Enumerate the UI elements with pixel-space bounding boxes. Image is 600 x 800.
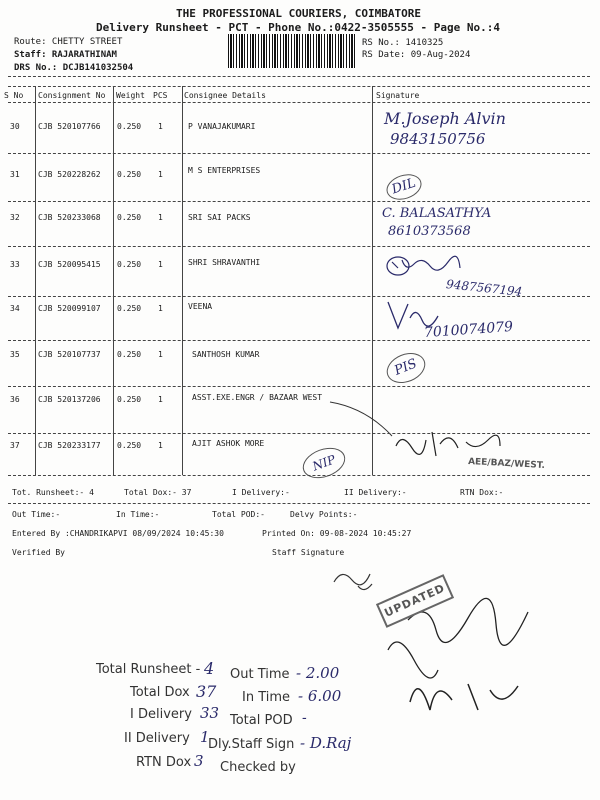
header-rule bbox=[8, 86, 590, 87]
row-weight: 0.250 bbox=[117, 350, 142, 359]
row-pcs: 1 bbox=[158, 170, 163, 179]
row-divider bbox=[8, 153, 590, 154]
row-consignee: P VANAJAKUMARI bbox=[188, 122, 256, 131]
row-pcs: 1 bbox=[158, 260, 163, 269]
row-sno: 30 bbox=[10, 122, 20, 131]
total-pod-value: - bbox=[302, 710, 307, 726]
out-time-label: Out Time bbox=[230, 667, 290, 682]
row-signature: C. BALASATHYA bbox=[382, 206, 492, 221]
row-weight: 0.250 bbox=[117, 260, 142, 269]
delvy-points: Delvy Points:- bbox=[290, 510, 358, 519]
col-weight: Weight bbox=[116, 91, 145, 100]
row-consignee: ASST.EXE.ENGR / BAZAAR WEST bbox=[192, 393, 323, 402]
staff-signature-label: Staff Signature bbox=[272, 548, 345, 557]
ii-delivery-label: II Delivery bbox=[124, 731, 190, 746]
row-pcs: 1 bbox=[158, 122, 163, 131]
stamp-text: AEE/BAZ/WEST. bbox=[467, 456, 546, 472]
row-weight: 0.250 bbox=[117, 304, 142, 313]
row-signature-phone: 7010074079 bbox=[423, 318, 514, 342]
checked-by-label: Checked by bbox=[220, 760, 296, 775]
row-consignee: SHRI SHRAVANTHI bbox=[188, 258, 261, 267]
company-title: THE PROFESSIONAL COURIERS, COIMBATORE bbox=[176, 7, 422, 20]
row-weight: 0.250 bbox=[117, 170, 142, 179]
tot-runsheet: Tot. Runsheet:- 4 bbox=[12, 488, 94, 497]
row-consignee: M S ENTERPRISES bbox=[188, 166, 261, 175]
row-consignee: SRI SAI PACKS bbox=[188, 213, 251, 222]
total-runsheet-value: 4 bbox=[204, 659, 215, 678]
row-consignee: VEENA bbox=[188, 302, 213, 311]
col-consignment: Consignment No bbox=[38, 91, 106, 100]
rs-number: RS No.: 1410325 bbox=[362, 38, 444, 48]
rtn-dox-label: RTN Dox bbox=[136, 755, 192, 770]
row-divider bbox=[8, 246, 590, 247]
in-time: In Time:- bbox=[116, 510, 160, 519]
printed-on: Printed On: 09-08-2024 10:45:27 bbox=[262, 529, 412, 538]
row-sno: 36 bbox=[10, 395, 20, 404]
dly-staff-sign-label: Dly.Staff Sign bbox=[208, 737, 295, 752]
row-sno: 33 bbox=[10, 260, 20, 269]
col-pcs: PCS bbox=[153, 91, 168, 100]
row-consignee: AJIT ASHOK MORE bbox=[192, 439, 265, 448]
staff-text: Staff: RAJARATHINAM bbox=[14, 50, 117, 60]
drs-number: DRS No.: DCJB141032504 bbox=[14, 63, 134, 73]
row-sno: 35 bbox=[10, 350, 20, 359]
row-divider bbox=[8, 201, 590, 202]
row-sno: 31 bbox=[10, 170, 20, 179]
row-consignment-no: CJB 520107737 bbox=[38, 350, 101, 359]
col-signature: Signature bbox=[376, 91, 420, 100]
row-sno: 34 bbox=[10, 304, 20, 313]
column-divider bbox=[113, 86, 114, 475]
header-rule bbox=[8, 76, 590, 77]
i-delivery: I Delivery:- bbox=[232, 488, 290, 497]
totals-rule bbox=[8, 503, 590, 504]
in-time-value: - 6.00 bbox=[298, 687, 342, 705]
barcode bbox=[228, 34, 356, 68]
row-sno: 37 bbox=[10, 441, 20, 450]
row-consignment-no: CJB 520099107 bbox=[38, 304, 101, 313]
verified-by: Verified By bbox=[12, 548, 65, 557]
row-divider bbox=[8, 433, 590, 434]
total-dox: Total Dox:- 37 bbox=[124, 488, 192, 497]
total-pod-label: Total POD bbox=[230, 713, 293, 728]
row-consignment-no: CJB 520137206 bbox=[38, 395, 101, 404]
row-sno: 32 bbox=[10, 213, 20, 222]
row-signature: NIP bbox=[299, 442, 350, 483]
row-consignee: SANTHOSH KUMAR bbox=[192, 350, 260, 359]
row-divider bbox=[8, 340, 590, 341]
total-pod: Total POD:- bbox=[212, 510, 265, 519]
rs-date: RS Date: 09-Aug-2024 bbox=[362, 50, 471, 60]
row-consignment-no: CJB 520228262 bbox=[38, 170, 101, 179]
total-dox-label: Total Dox bbox=[130, 685, 190, 700]
row-weight: 0.250 bbox=[117, 395, 142, 404]
in-time-label: In Time bbox=[242, 690, 291, 705]
row-consignment-no: CJB 520233177 bbox=[38, 441, 101, 450]
total-runsheet-label: Total Runsheet - bbox=[96, 662, 201, 677]
row-pcs: 1 bbox=[158, 213, 163, 222]
row-consignment-no: CJB 520095415 bbox=[38, 260, 101, 269]
row-signature: PIS bbox=[382, 348, 430, 389]
row-signature: DIL bbox=[383, 170, 425, 204]
handwritten-signature bbox=[392, 426, 502, 460]
out-time-value: - 2.00 bbox=[296, 664, 340, 682]
column-divider bbox=[182, 86, 183, 475]
ii-delivery-value: 1 bbox=[200, 728, 210, 746]
row-signature-phone: 9843150756 bbox=[390, 130, 486, 148]
i-delivery-label: I Delivery bbox=[130, 707, 192, 722]
column-divider bbox=[35, 86, 36, 475]
i-delivery-value: 33 bbox=[200, 704, 220, 722]
handwritten-signature bbox=[384, 254, 464, 280]
row-pcs: 1 bbox=[158, 350, 163, 359]
row-signature: M.Joseph Alvin bbox=[384, 109, 506, 128]
runsheet-subtitle: Delivery Runsheet - PCT - Phone No.:0422-3505555 - Page No.:4 bbox=[96, 21, 500, 34]
dly-staff-sign-value: - D.Raj bbox=[300, 734, 352, 752]
rtn-dox: RTN Dox:- bbox=[460, 488, 504, 497]
row-weight: 0.250 bbox=[117, 213, 142, 222]
row-consignment-no: CJB 520107766 bbox=[38, 122, 101, 131]
ii-delivery: II Delivery:- bbox=[344, 488, 407, 497]
updated-stamp: UPDATED bbox=[376, 574, 454, 628]
row-consignment-no: CJB 520233068 bbox=[38, 213, 101, 222]
col-consignee: Consignee Details bbox=[184, 91, 266, 100]
route-text: Route: CHETTY STREET bbox=[14, 37, 123, 47]
table-bottom-rule bbox=[8, 475, 590, 476]
row-signature-phone: 8610373568 bbox=[388, 224, 471, 239]
col-sno: S No bbox=[4, 91, 24, 100]
out-time: Out Time:- bbox=[12, 510, 61, 519]
row-divider bbox=[8, 296, 590, 297]
row-signature-phone: 9487567194 bbox=[445, 277, 523, 299]
row-weight: 0.250 bbox=[117, 122, 142, 131]
entered-by: Entered By :CHANDRIKAPVI 08/09/2024 10:45:30 bbox=[12, 529, 224, 538]
row-pcs: 1 bbox=[158, 441, 163, 450]
total-dox-value: 37 bbox=[196, 682, 217, 701]
header-bottom-rule bbox=[8, 102, 590, 103]
row-pcs: 1 bbox=[158, 304, 163, 313]
row-divider bbox=[8, 386, 590, 387]
row-weight: 0.250 bbox=[117, 441, 142, 450]
row-pcs: 1 bbox=[158, 395, 163, 404]
rtn-dox-value: 3 bbox=[194, 752, 204, 770]
